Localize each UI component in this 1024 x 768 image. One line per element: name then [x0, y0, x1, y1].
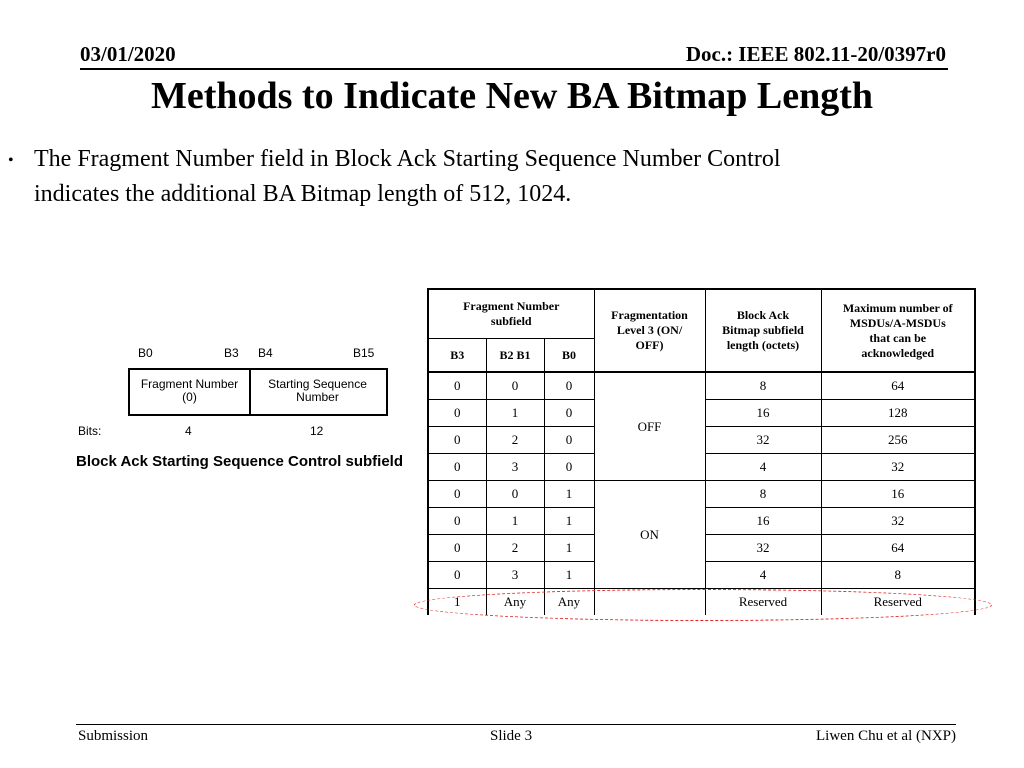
cell-b3: 0 — [428, 454, 486, 481]
cell-b0: 0 — [544, 454, 594, 481]
cell-length: 16 — [705, 508, 821, 535]
footer-divider — [76, 724, 956, 725]
cell-b2b1: Any — [486, 589, 544, 616]
header-line: acknowledged — [861, 345, 935, 360]
field-label: Starting Sequence — [268, 377, 367, 391]
cell-length: 8 — [705, 481, 821, 508]
cell-b2b1: 1 — [486, 400, 544, 427]
header-max-msdus — [821, 289, 975, 372]
cell-max: 64 — [821, 372, 975, 400]
cell-b0: 0 — [544, 400, 594, 427]
cell-b0: Any — [544, 589, 594, 616]
bullet-line-1: The Fragment Number field in Block Ack Starting Sequence Number Control — [34, 146, 781, 172]
header-line: Fragment Number — [463, 299, 560, 313]
header-ba-bitmap-length — [705, 289, 821, 372]
cell-b0: 0 — [544, 372, 594, 400]
cell-level-on: ON — [594, 481, 705, 589]
cell-max: 16 — [821, 481, 975, 508]
cell-length: 4 — [705, 562, 821, 589]
header-line: that can be — [869, 330, 927, 345]
cell-b0: 1 — [544, 562, 594, 589]
header-line: Block Ack — [736, 308, 790, 322]
header-divider — [80, 68, 948, 70]
header-line: length (octets) — [726, 338, 800, 352]
cell-b0: 0 — [544, 427, 594, 454]
table-row — [428, 372, 975, 400]
cell-max: 128 — [821, 400, 975, 427]
cell-max: 8 — [821, 562, 975, 589]
header-doc-id: Doc.: IEEE 802.11-20/0397r0 — [685, 42, 946, 66]
cell-length: Reserved — [705, 589, 821, 616]
cell-length: 8 — [705, 372, 821, 400]
footer-authors: Liwen Chu et al (NXP) — [816, 728, 956, 744]
cell-b3: 0 — [428, 562, 486, 589]
cell-length: 16 — [705, 400, 821, 427]
bit-label-b0: B0 — [138, 346, 153, 360]
cell-max: Reserved — [821, 589, 975, 616]
cell-max: 32 — [821, 454, 975, 481]
field-label: Number — [296, 390, 339, 404]
cell-b2b1: 0 — [486, 372, 544, 400]
header-line: OFF) — [635, 338, 664, 352]
cell-max: 64 — [821, 535, 975, 562]
header-line: Fragmentation — [611, 308, 688, 322]
footer-slide-number: Slide 3 — [490, 728, 533, 744]
field-label: (0) — [182, 390, 197, 404]
bit-label-b4: B4 — [258, 346, 273, 360]
header-date: 03/01/2020 — [80, 42, 176, 66]
cell-level-off: OFF — [594, 372, 705, 481]
cell-b3: 0 — [428, 508, 486, 535]
cell-length: 4 — [705, 454, 821, 481]
slide-title: Methods to Indicate New BA Bitmap Length — [150, 75, 874, 117]
cell-b0: 1 — [544, 481, 594, 508]
header-b0: B0 — [544, 339, 594, 373]
cell-b3: 0 — [428, 372, 486, 400]
cell-length: 32 — [705, 427, 821, 454]
bit-label-b3: B3 — [224, 346, 239, 360]
starting-sequence-number-field — [251, 378, 384, 404]
footer-submission: Submission — [78, 728, 149, 744]
field-label: Fragment Number — [140, 377, 239, 391]
cell-b3: 0 — [428, 481, 486, 508]
bits-value-fragment: 4 — [185, 424, 192, 438]
header-line: Level 3 (ON/ — [616, 323, 683, 337]
fragment-number-field — [130, 378, 249, 404]
cell-b2b1: 3 — [486, 454, 544, 481]
header-fragmentation-level — [594, 289, 705, 372]
bullet-icon: • — [8, 152, 14, 169]
header-line: Maximum number of — [842, 300, 953, 315]
cell-max: 256 — [821, 427, 975, 454]
header-line: subfield — [490, 314, 532, 328]
cell-b2b1: 0 — [486, 481, 544, 508]
diagram-caption: Block Ack Starting Sequence Control subfield — [76, 453, 403, 470]
bullet-line-2: indicates the additional BA Bitmap length of 512, 1024. — [34, 181, 572, 207]
header-b3: B3 — [428, 339, 486, 373]
cell-b3: 0 — [428, 535, 486, 562]
cell-b2b1: 2 — [486, 427, 544, 454]
cell-b3: 0 — [428, 400, 486, 427]
cell-b2b1: 2 — [486, 535, 544, 562]
header-b2b1: B2 B1 — [486, 339, 544, 373]
bit-label-b15: B15 — [353, 346, 375, 360]
reserved-row-highlight — [414, 589, 992, 621]
cell-b2b1: 1 — [486, 508, 544, 535]
table-header-row — [428, 289, 975, 339]
bitmap-length-table — [427, 288, 976, 615]
cell-b0: 1 — [544, 535, 594, 562]
cell-b2b1: 3 — [486, 562, 544, 589]
cell-length: 32 — [705, 535, 821, 562]
cell-b3: 1 — [428, 589, 486, 616]
bits-label: Bits: — [78, 424, 102, 438]
cell-b0: 1 — [544, 508, 594, 535]
bullet-text — [34, 142, 954, 212]
bits-value-sequence: 12 — [310, 424, 324, 438]
header-line: MSDUs/A-MSDUs — [849, 315, 946, 330]
header-line: Bitmap subfield — [722, 323, 804, 337]
cell-max: 32 — [821, 508, 975, 535]
header-fragment-number — [428, 289, 594, 339]
cell-b3: 0 — [428, 427, 486, 454]
table-row — [428, 481, 975, 508]
